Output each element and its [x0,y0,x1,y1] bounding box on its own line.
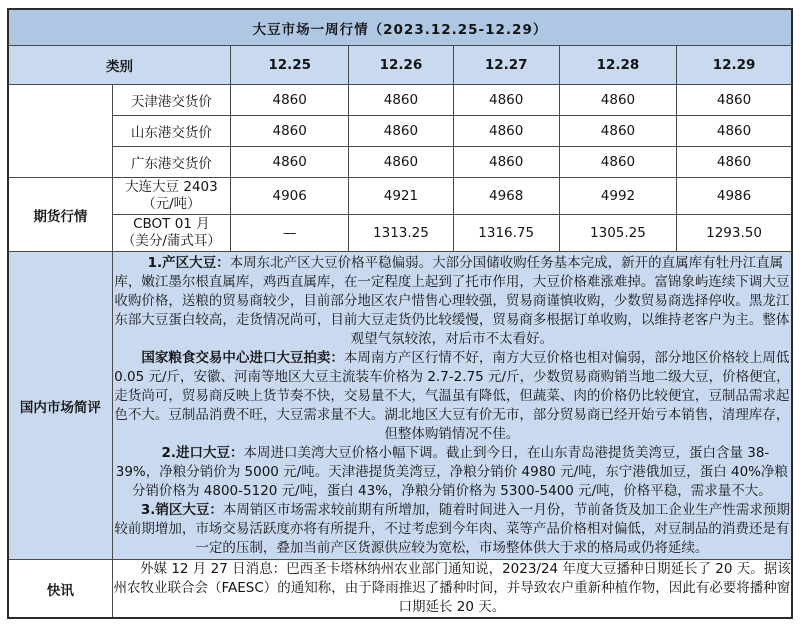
row-label: 天津港交货价 [112,85,230,116]
row-label [112,178,230,215]
price-cell: 1316.75 [453,215,559,252]
price-cell: 4860 [231,147,349,178]
commentary-paragraph [113,254,791,349]
table-row-guangdong [8,147,792,178]
price-cell: 4968 [453,178,559,215]
header-category: 类别 [8,46,231,85]
futures-label-line2: （元/吨） [142,196,201,212]
paragraph-text: 本周南方产区行情不好，南方大豆价格也相对偏弱，部分地区价格较上周低 0.05 元/斤，安徽、河南等地区大豆主流装车价格为 2.7-2.75 元/斤，少数贸易商购销当地二级大豆，价格便宜，走货尚可，贸易商反映上货节奏不快，交易量不大，气温虽有降低，但蔬菜、肉的价格仍比较便宜，豆制品需求起色不大。豆制品消费不旺，大豆需求量不大。湖北地区大豆有价无市，部分贸易商已经开始亏本销售，清理库存，但整体购销情况不佳。 [114,349,790,442]
spot-section-empty-cell [8,85,112,178]
header-row [8,46,792,85]
price-cell: 4992 [559,178,676,215]
header-date-1: 12.25 [231,46,349,85]
price-cell: 4860 [677,147,792,178]
futures-label-line2: （美分/蒲式耳） [121,233,221,249]
price-cell: 4860 [231,85,349,116]
price-cell: — [231,215,349,252]
price-cell: 4906 [231,178,349,215]
commentary-paragraph [113,501,791,558]
row-label: 山东港交货价 [112,116,230,147]
commentary-paragraph [113,444,791,501]
price-cell: 4860 [453,85,559,116]
table-row-dalian [8,178,792,215]
price-cell: 4860 [677,116,792,147]
paragraph-text: 本周销区市场需求较前期有所增加，随着时间进入一月份，节前备货及加工企业生产性需求预期较前期增加，市场交易活跃度亦将有所提升，不过考虑到今年肉、菜等产品价格相对偏低，对豆制品的消费还是有一定的压制，叠加当前产区货源供应较为宽松，市场整体供大于求的格局或仍将延续。 [114,501,790,556]
commentary-section-label: 国内市场简评 [8,252,112,560]
news-text [112,560,792,619]
price-cell: 4860 [349,85,453,116]
row-label [112,215,230,252]
header-date-5: 12.29 [677,46,792,85]
paragraph-lead: 2.进口大豆： [161,444,244,461]
paragraph-lead: 1.产区大豆： [147,254,230,271]
futures-label-line1: 大连大豆 2403 [125,179,218,195]
table-row-tianjin [8,85,792,116]
commentary-paragraph [113,349,791,444]
paragraph-lead: 国家粮食交易中心进口大豆拍卖： [141,349,344,366]
table-row-cbot [8,215,792,252]
price-cell: 4986 [677,178,792,215]
table-row-shandong [8,116,792,147]
header-date-4: 12.28 [559,46,676,85]
price-cell: 1305.25 [559,215,676,252]
news-section-label: 快讯 [8,560,112,619]
price-cell: 4860 [559,147,676,178]
price-cell: 4860 [349,116,453,147]
title-row [8,9,792,46]
price-cell: 4860 [349,147,453,178]
news-paragraph: 外媒 12 月 27 日消息：巴西圣卡塔林纳州农业部门通知说，2023/24 年度大豆播种日期延长了 20 天。据该州农牧业联合会（FAESC）的通知称，由于降雨推迟了播种时间，并导致农户重新种植作物，因此有必要将播种窗口期延长 20 天。 [113,561,791,615]
price-cell: 4860 [453,116,559,147]
price-cell: 4860 [559,116,676,147]
price-cell: 4860 [231,116,349,147]
paragraph-text: 本周东北产区大豆价格平稳偏弱。大部分国储收购任务基本完成，新开的直属库有牡丹江直属库，嫩江墨尔根直属库，鸡西直属库，在一定程度上起到了托市作用，大豆价格难涨难掉。富锦象屿连续下调大豆收购价格，送粮的贸易商较少，目前部分地区农户惜售心理较强，贸易商谨慎收购，少数贸易商选择停收。黑龙江东部大豆蛋白较高，走货情况尚可，目前大豆走货仍比较缓慢，贸易商多根据订单收购，以维持老客户为主。整体观望气氛较浓，对后市不太看好。 [114,254,790,347]
futures-label-line1: CBOT 01 月 [133,216,210,232]
price-cell: 4860 [677,85,792,116]
price-cell: 4860 [559,85,676,116]
row-label: 广东港交货价 [112,147,230,178]
header-date-3: 12.27 [453,46,559,85]
header-date-2: 12.26 [349,46,453,85]
price-cell: 1293.50 [677,215,792,252]
price-cell: 4860 [453,147,559,178]
commentary-row [8,252,792,560]
paragraph-text: 本周进口美湾大豆价格小幅下调。截止到今日，在山东青岛港提货美湾豆，蛋白含量 38-39%，净粮分销价为 5000 元/吨。天津港提货美湾豆，净粮分销价 4980 元/吨，东宁港俄加豆，蛋白 40%净粮分销价格为 4800-5120 元/吨，蛋白 43%，净粮分销价格为 5300-5400 元/吨，价格平稳，需求量不大。 [115,444,789,499]
paragraph-lead: 3.销区大豆： [140,501,223,518]
news-row [8,560,792,619]
commentary-text [112,252,792,560]
page-title: 大豆市场一周行情（2023.12.25-12.29） [8,9,792,46]
futures-section-label: 期货行情 [8,178,112,252]
price-cell: 1313.25 [349,215,453,252]
price-cell: 4921 [349,178,453,215]
soybean-weekly-table [7,8,793,619]
